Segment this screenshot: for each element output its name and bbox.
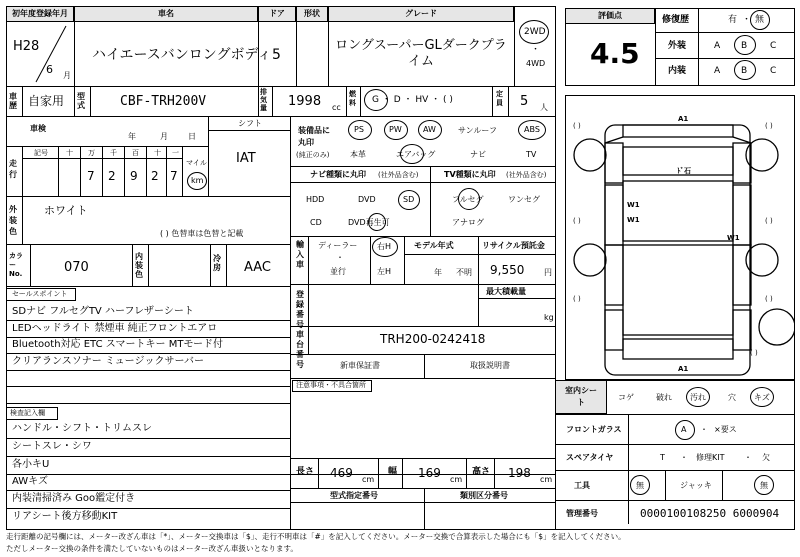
width-label: 幅 — [388, 467, 398, 477]
seat-label: 室内シート — [565, 386, 597, 407]
mileage-d3: 9 — [130, 169, 138, 183]
sales-line-1: SDナビ フルセグTV ハーフレザーシート — [12, 306, 194, 317]
seat-tear: 破れ — [656, 393, 672, 402]
model-year-label: モデル年式 — [414, 241, 454, 250]
height-unit: cm — [540, 475, 553, 484]
navi-dvd: DVD — [358, 195, 376, 204]
length-value: 469 — [330, 466, 353, 480]
svg-text:( ): ( ) — [573, 122, 581, 130]
svg-text:( ): ( ) — [573, 217, 581, 225]
tv-oneseg: ワンセグ — [508, 195, 540, 204]
exterior-a: A — [714, 41, 721, 51]
ac-value: AAC — [244, 260, 271, 275]
fuel-options: G ・ D ・ HV ・ ( ) — [372, 95, 453, 105]
color-value: ホワイト — [44, 204, 88, 217]
tools-label: 工具 — [574, 481, 590, 490]
tv-fullseg: フルセグ — [452, 195, 484, 204]
spare-label: スペアタイヤ — [566, 453, 614, 462]
diag-label-w1-c: W1 — [727, 234, 740, 242]
inspection-label: 車検 — [30, 124, 46, 133]
load-unit: kg — [544, 313, 554, 322]
interior-b: B — [741, 66, 748, 76]
note-line-5: 内装清掃済み Goo鑑定付き — [12, 493, 136, 504]
spare-kit: 修理KIT — [696, 453, 725, 462]
seat-hole: 穴 — [728, 393, 736, 402]
interior-color-label: 内装色 — [135, 252, 143, 279]
registration-label: 登録番号 — [296, 290, 304, 329]
glass-label: フロントガラス — [566, 425, 622, 434]
grade-header: グレード — [328, 6, 514, 22]
mileage-h3: 千 — [110, 149, 117, 157]
width-unit: cm — [450, 475, 463, 484]
exterior-b: B — [741, 41, 748, 51]
shift-value: IAT — [236, 151, 256, 166]
mileage-h1: 十 — [66, 149, 73, 157]
class-no-label: 類別区分番号 — [460, 491, 508, 500]
note-line-1: ハンドル・シフト・トリムスレ — [12, 423, 152, 434]
inspection-day: 日 — [188, 132, 196, 141]
mileage-km: km — [191, 176, 204, 185]
width-value: 169 — [418, 466, 441, 480]
recycle-value: 9,550 — [490, 263, 525, 277]
note-line-2: シートスレ・シワ — [12, 441, 92, 452]
tv-sub: (社外品含む) — [506, 171, 547, 179]
equip-abs: ABS — [524, 125, 540, 134]
mgmt-value: 0000100108250 6000904 — [640, 507, 780, 520]
repair-yes: 有 — [728, 15, 738, 25]
mileage-h6: 一 — [172, 149, 179, 157]
import-label: 輸入車 — [296, 240, 304, 269]
diag-label-a1-front: A1 — [678, 115, 689, 123]
recycle-unit: 円 — [544, 268, 552, 277]
shape-header: 形状 — [296, 6, 328, 22]
seat-dirt: 汚れ — [690, 393, 706, 402]
exterior-c: C — [770, 41, 777, 51]
equip-navi: ナビ — [470, 150, 486, 159]
drive-4wd: 4WD — [526, 59, 546, 68]
car-diagram — [565, 95, 795, 380]
grade-value: ロングスーパーGLダークプライム — [335, 38, 507, 69]
equip-sunroof: サンルーフ — [458, 126, 497, 135]
reg-month-unit: 月 — [63, 71, 71, 80]
sales-line-3: Bluetooth対応 ETC スマートキー MTモード付 — [12, 339, 224, 350]
door-header: ドア — [258, 6, 296, 22]
seat-koge: コゲ — [618, 393, 634, 402]
interior-label: 内装 — [668, 66, 687, 76]
navi-cd: CD — [310, 218, 322, 227]
tools-value: 無 — [636, 481, 644, 490]
recycle-label: リサイクル預託金 — [482, 241, 545, 250]
caution-label: 注意事項・不具合箇所 — [296, 381, 366, 389]
mileage-h4: 百 — [132, 149, 139, 157]
mileage-h5: 十 — [154, 149, 161, 157]
equipment-label: 装備品に丸印 — [298, 126, 330, 147]
equip-ps: PS — [354, 125, 364, 134]
interior-c: C — [770, 66, 777, 76]
mileage-d5: 7 — [170, 169, 178, 183]
diag-label-stone: ﾄﾞ石 — [677, 167, 691, 175]
length-label: 長さ — [296, 467, 315, 477]
model-label: 型式 — [77, 92, 85, 110]
mileage-h0: 記号 — [34, 149, 48, 157]
type-no-label: 型式指定番号 — [330, 491, 378, 500]
cc-unit: cc — [332, 103, 341, 112]
equip-leather: 本革 — [350, 150, 366, 159]
car-name-header: 車名 — [74, 6, 258, 22]
jack-value: 無 — [760, 481, 768, 490]
length-unit: cm — [362, 475, 375, 484]
model-value: CBF-TRH200V — [120, 94, 207, 109]
navi-hdd: HDD — [306, 195, 325, 204]
score-value: 4.5 — [590, 37, 640, 70]
chassis-label: 車台番号 — [296, 330, 304, 369]
car-name: ハイエースバンロングボディ — [92, 47, 272, 63]
usage-value: 自家用 — [28, 94, 65, 108]
mileage-h2: 万 — [88, 149, 95, 157]
svg-text:( ): ( ) — [765, 295, 773, 303]
glass-a: A — [681, 425, 687, 434]
svg-text:( ): ( ) — [765, 122, 773, 130]
footer-line-2: ただしメーター交換の条件を満たしていないものはメーター改ざん車扱いとなります。 — [6, 544, 298, 553]
reg-month: 6 — [46, 63, 53, 76]
cc-value: 1998 — [288, 94, 322, 109]
usage-label: 車歴 — [9, 92, 17, 110]
drive-sep: ・ — [531, 45, 541, 55]
sales-label: セールスポイント — [12, 290, 68, 298]
capacity-label: 定員 — [496, 90, 503, 107]
max-load-label: 最大積載量 — [486, 287, 526, 296]
inspection-notes-label: 検査記入欄 — [10, 409, 45, 417]
fuel-label: 燃料 — [349, 90, 356, 107]
svg-text:( ): ( ) — [750, 349, 758, 357]
repair-no: 無 — [755, 15, 765, 25]
capacity-unit: 人 — [540, 103, 548, 112]
navi-sub: (社外品含む) — [378, 171, 419, 179]
interior-a: A — [714, 66, 721, 76]
footer-line-1: 走行距離の記号欄には、メーター改ざん車は「*」、メーター交換車は「$」、走行不明車は「#」を記入してください。メーター交換で合算表示した場合にも「$」を記入してください。 — [6, 532, 626, 541]
height-value: 198 — [508, 466, 531, 480]
sales-line-2: LEDヘッドライト 禁煙車 純正フロントエアロ — [12, 323, 218, 334]
glass-replace: ×要ス — [714, 425, 737, 434]
jack-label: ジャッキ — [680, 481, 712, 490]
spare-none: 欠 — [762, 453, 770, 462]
height-label: 高さ — [472, 467, 491, 477]
hand-left: 左H — [377, 267, 392, 276]
diag-label-a1-rear: A1 — [678, 365, 689, 373]
equip-aw: AW — [423, 125, 436, 134]
mileage-d2: 2 — [108, 169, 116, 183]
drive-2wd: 2WD — [524, 27, 546, 37]
svg-text:( ): ( ) — [765, 217, 773, 225]
year-header: 初年度登録年月 — [6, 6, 74, 22]
tv-label: TV種類に丸印 — [444, 170, 496, 179]
exterior-label: 外装 — [668, 41, 687, 51]
svg-text:( ): ( ) — [573, 295, 581, 303]
seat-scratch: キズ — [754, 393, 770, 402]
tv-analog: アナログ — [452, 218, 484, 227]
color-no-value: 070 — [64, 260, 89, 275]
color-no-label: カラーNo. — [9, 252, 23, 278]
note-line-6: リアシート後方移動KIT — [12, 511, 118, 522]
color-label: 外装色 — [9, 205, 17, 236]
equipment-sub: (純正のみ) — [296, 151, 330, 159]
capacity-value: 5 — [520, 94, 529, 109]
mileage-label: 走行 — [9, 159, 17, 179]
repair-label: 修復歴 — [662, 15, 690, 25]
mileage-d1: 7 — [87, 169, 95, 183]
spare-sep2: ・ — [744, 453, 752, 462]
warranty-new: 新車保証書 — [340, 361, 380, 370]
import-dealer: ディーラー — [318, 241, 358, 250]
reg-era-year: H28 — [13, 39, 40, 54]
color-note: ( ) 色替車は色替と記載 — [160, 229, 244, 238]
mileage-mile: マイル — [186, 159, 207, 167]
navi-label: ナビ種類に丸印 — [310, 170, 366, 179]
repair-sep: ・ — [742, 15, 752, 25]
model-year-year: 年 — [434, 268, 442, 277]
door-count: 5 — [272, 47, 281, 63]
score-header: 評価点 — [565, 8, 655, 24]
spare-t: T — [660, 453, 665, 462]
diag-label-w1-b: W1 — [627, 216, 640, 224]
equip-airbag: エアバッグ — [396, 150, 436, 159]
equip-tv: TV — [526, 150, 537, 159]
seat-header — [555, 380, 607, 414]
inspection-month: 月 — [160, 132, 168, 141]
ac-label: 冷房 — [213, 254, 221, 272]
chassis-value: TRH200-0242418 — [380, 332, 486, 346]
navi-sd: SD — [403, 195, 415, 204]
inspection-year: 年 — [128, 132, 136, 141]
note-line-4: AWキズ — [12, 476, 48, 487]
equip-pw: PW — [389, 125, 402, 134]
import-sep: ・ — [336, 253, 344, 262]
shift-label: シフト — [238, 119, 262, 128]
cc-label: 排気量 — [260, 88, 267, 112]
sales-line-4: クリアランスソナー ミュージックサーバー — [12, 356, 204, 367]
glass-sep: ・ — [700, 425, 708, 434]
note-line-3: 各小キU — [12, 459, 50, 470]
model-year-unknown: 不明 — [456, 268, 472, 277]
import-parallel: 並行 — [330, 267, 346, 276]
mileage-d4: 2 — [151, 169, 159, 183]
navi-dvd-play: DVD再生可 — [348, 218, 390, 227]
hand-right: 右H — [377, 242, 392, 251]
warranty-manual: 取扱説明書 — [470, 361, 510, 370]
spare-sep1: ・ — [680, 453, 688, 462]
diag-label-w1-a: W1 — [627, 201, 640, 209]
mgmt-label: 管理番号 — [566, 509, 598, 518]
